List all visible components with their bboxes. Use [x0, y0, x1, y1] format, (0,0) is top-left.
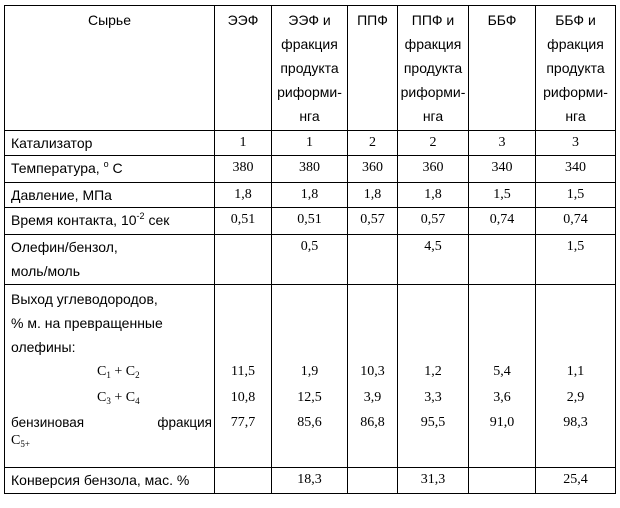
- row-label: Катализатор: [5, 131, 215, 156]
- row-label-line: Выход углеводородов,: [11, 291, 158, 307]
- data-table: [4, 5, 616, 494]
- cell: 1,5: [536, 235, 616, 285]
- formula-letter: C: [97, 364, 107, 379]
- cell: 1,8: [398, 183, 469, 208]
- cell: 1,1: [566, 364, 585, 379]
- row-olefin-benzene: [5, 235, 616, 285]
- cell: 86,8: [360, 415, 385, 430]
- header-col-6: [536, 6, 616, 131]
- formula-sub: 3: [106, 396, 111, 406]
- header-col-4-line: фракция: [404, 36, 462, 52]
- cell: 3,9: [363, 390, 382, 405]
- degree-sign: о: [103, 159, 109, 169]
- cell: 1,9: [300, 364, 319, 379]
- cell: 3,6: [493, 390, 511, 405]
- header-col-2-line: нга: [299, 108, 320, 124]
- header-raw-label: Сырье: [87, 12, 132, 28]
- row-label: [5, 285, 215, 468]
- header-row: [5, 6, 616, 131]
- cell: 98,3: [563, 415, 588, 430]
- cell: 0,57: [348, 208, 398, 235]
- gasoline-word: фракция: [157, 415, 212, 430]
- cell: 10,3: [360, 364, 385, 379]
- formula-sub: 2: [135, 370, 140, 380]
- header-col-2-line: фракция: [281, 36, 338, 52]
- exponent: -2: [136, 211, 145, 221]
- formula-letter: C: [125, 390, 136, 405]
- cell: [215, 235, 272, 285]
- cell: 0,51: [215, 208, 272, 235]
- gasoline-formula: [11, 435, 214, 451]
- unit: С: [112, 160, 123, 176]
- header-raw: [5, 6, 215, 131]
- row-label-line: % м. на превращенные: [11, 315, 163, 331]
- header-col-1: [215, 6, 272, 131]
- cell: 1,5: [469, 183, 536, 208]
- row-catalyst: [5, 131, 616, 156]
- formula-sub: 4: [135, 396, 140, 406]
- header-col-2-line: риформи-: [277, 84, 342, 100]
- cell: 360: [398, 156, 469, 183]
- header-col-4-line: продукта: [403, 60, 463, 76]
- header-col-4-line: ППФ и: [411, 12, 455, 28]
- header-col-6-line: ББФ и: [555, 12, 596, 28]
- formula-sub: 1: [106, 370, 111, 380]
- formula-letter: C: [97, 390, 107, 405]
- cell: 2,9: [566, 390, 585, 405]
- cell: 25,4: [536, 468, 616, 494]
- cell: 95,5: [420, 415, 446, 430]
- cell: 0,5: [272, 235, 348, 285]
- cell: 85,6: [297, 415, 322, 430]
- yield-col-1: [215, 285, 272, 468]
- header-col-6-line: фракция: [547, 36, 604, 52]
- cell: [348, 235, 398, 285]
- header-col-5-line: ББФ: [487, 12, 517, 28]
- cell: 1,8: [272, 183, 348, 208]
- cell: 1: [272, 131, 348, 156]
- cell: 3: [469, 131, 536, 156]
- cell: 3: [536, 131, 616, 156]
- header-col-6-line: продукта: [546, 60, 605, 76]
- row-label: Конверсия бензола, мас. %: [5, 468, 215, 494]
- header-col-4: [398, 6, 469, 131]
- cell: 3,3: [424, 390, 442, 405]
- cell: 77,7: [230, 415, 256, 430]
- cell: [215, 468, 272, 494]
- cell: 10,8: [230, 390, 256, 405]
- header-col-4-line: риформи-: [400, 84, 466, 100]
- formula-plus: +: [114, 390, 123, 405]
- formula-c3c4: [11, 385, 214, 411]
- row-temperature: [5, 156, 616, 183]
- cell: 1: [215, 131, 272, 156]
- row-label: [5, 156, 215, 183]
- cell: 12,5: [297, 390, 322, 405]
- cell: 91,0: [489, 415, 515, 430]
- cell: 11,5: [231, 364, 255, 379]
- cell: [469, 235, 536, 285]
- formula-letter: C: [125, 364, 136, 379]
- row-label: Давление, МПа: [5, 183, 215, 208]
- header-col-6-line: риформи-: [543, 84, 608, 100]
- cell: 5,4: [493, 364, 511, 379]
- cell: 4,5: [398, 235, 469, 285]
- row-benzene-conversion: [5, 468, 616, 494]
- cell: [469, 468, 536, 494]
- row-label-line: олефины:: [11, 339, 76, 355]
- cell: 2: [398, 131, 469, 156]
- cell: 360: [348, 156, 398, 183]
- header-col-6-line: нга: [565, 108, 586, 124]
- cell: 380: [272, 156, 348, 183]
- cell: 340: [469, 156, 536, 183]
- header-col-3: [348, 6, 398, 131]
- yield-col-5: [469, 285, 536, 468]
- header-col-2-line: продукта: [280, 60, 339, 76]
- gasoline-label: [11, 411, 214, 435]
- formula-sub: 5+: [20, 439, 30, 449]
- cell: 18,3: [272, 468, 348, 494]
- yield-col-2: [272, 285, 348, 468]
- row-label: [5, 235, 215, 285]
- header-col-3-line: ППФ: [357, 12, 388, 28]
- row-label-text: Время контакта, 10: [11, 212, 137, 228]
- cell: 1,8: [348, 183, 398, 208]
- row-yield: [5, 285, 616, 468]
- cell: 0,74: [469, 208, 536, 235]
- yield-col-6: [536, 285, 616, 468]
- formula-c1c2: [11, 359, 214, 385]
- header-col-1-line: ЭЭФ: [227, 12, 259, 28]
- header-col-4-line: нга: [422, 108, 444, 124]
- yield-col-3: [348, 285, 398, 468]
- header-col-2-line: ЭЭФ и: [288, 12, 331, 28]
- cell: 1,2: [424, 364, 442, 379]
- row-label-line: моль/моль: [11, 263, 81, 279]
- unit: сек: [148, 212, 170, 228]
- header-col-5: [469, 6, 536, 131]
- cell: 0,51: [272, 208, 348, 235]
- cell: 340: [536, 156, 616, 183]
- cell: 1,8: [215, 183, 272, 208]
- formula-plus: +: [114, 364, 123, 379]
- cell: 0,57: [398, 208, 469, 235]
- row-label-line: Олефин/бензол,: [11, 239, 118, 255]
- row-pressure: [5, 183, 616, 208]
- cell: [348, 468, 398, 494]
- cell: 0,74: [536, 208, 616, 235]
- cell: 31,3: [398, 468, 469, 494]
- row-contact-time: [5, 208, 616, 235]
- gasoline-word: бензиновая: [11, 415, 85, 430]
- cell: 380: [215, 156, 272, 183]
- row-label: [5, 208, 215, 235]
- row-label-text: Температура,: [11, 160, 100, 176]
- header-col-2: [272, 6, 348, 131]
- cell: 2: [348, 131, 398, 156]
- formula-letter: C: [11, 433, 21, 448]
- cell: 1,5: [536, 183, 616, 208]
- yield-col-4: [398, 285, 469, 468]
